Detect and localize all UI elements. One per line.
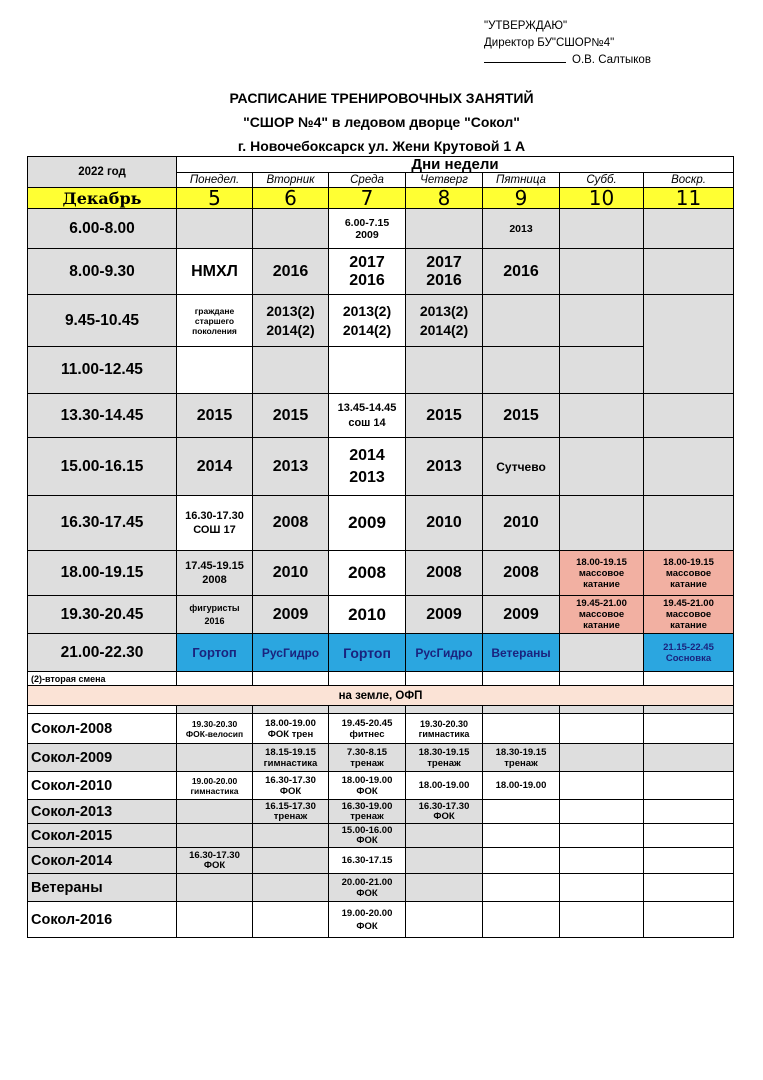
schedule-table [27, 156, 734, 938]
schedule-cell [560, 800, 644, 824]
schedule-cell: 2010 [253, 551, 329, 596]
schedule-cell [177, 706, 253, 714]
cell-line: тренаж [504, 757, 538, 769]
cell-line: 2014 [349, 446, 385, 464]
cell-line: катание [670, 578, 707, 590]
schedule-cell [560, 249, 644, 295]
cell-line: 13.45-14.45 [337, 401, 397, 414]
schedule-cell: 2008 [406, 551, 483, 596]
schedule-cell: 2015 [406, 394, 483, 438]
schedule-cell [644, 634, 734, 672]
cell-line: ФОК-велосип [185, 728, 244, 739]
schedule-cell: 2013 [483, 209, 560, 249]
schedule-cell: 2015 [177, 394, 253, 438]
cell-line: ФОК [356, 887, 378, 899]
schedule-cell [329, 438, 406, 496]
schedule-cell [483, 800, 560, 824]
day-name: Пятница [483, 173, 560, 188]
schedule-cell: 2008 [483, 551, 560, 596]
schedule-cell [560, 347, 644, 394]
schedule-cell [406, 874, 483, 902]
schedule-cell [406, 902, 483, 938]
cell-line: ФОК [433, 810, 455, 822]
schedule-cell: Сутчево [483, 438, 560, 496]
cell-line: ФОК [279, 785, 302, 797]
group-name: Сокол-2009 [28, 744, 177, 772]
cell-line: 2013(2) [342, 302, 392, 319]
title-line-2: "СШОР №4" в ледовом дворце "Сокол" [243, 114, 520, 130]
cell-line: гимнастика [190, 785, 239, 796]
cell-line: старшего [194, 315, 235, 326]
schedule-cell [253, 848, 329, 874]
cell-line: катание [583, 620, 620, 631]
schedule-cell: 18.00-19.00 [483, 772, 560, 800]
cell-line: 18.00-19.15 [576, 556, 627, 568]
time-slot: 21.00-22.30 [28, 634, 177, 672]
date-number: 7 [329, 188, 406, 209]
schedule-cell [644, 496, 734, 551]
time-slot: 9.45-10.45 [28, 295, 177, 347]
schedule-cell [253, 772, 329, 800]
group-name: Ветераны [28, 874, 177, 902]
schedule-cell [560, 295, 644, 347]
cell-line: гимнастика [418, 728, 470, 739]
schedule-cell [644, 874, 734, 902]
cell-line: 16.30-17.30 [189, 849, 240, 861]
cell-line: поколения [192, 325, 237, 336]
schedule-cell [560, 394, 644, 438]
title-line-1: РАСПИСАНИЕ ТРЕНИРОВОЧНЫХ ЗАНЯТИЙ [229, 90, 534, 106]
cell-line: гимнастика [263, 757, 318, 769]
schedule-cell [406, 824, 483, 848]
cell-line: ФОК [203, 859, 226, 871]
schedule-cell [644, 800, 734, 824]
schedule-cell [483, 824, 560, 848]
cell-line: 7.30-8.15 [346, 746, 388, 758]
schedule-cell [644, 551, 734, 596]
schedule-cell [560, 672, 644, 686]
schedule-cell [329, 394, 406, 438]
day-name: Четверг [406, 173, 483, 188]
cell-line: ФОК [356, 920, 378, 932]
schedule-cell [644, 672, 734, 686]
group-name: Сокол-2010 [28, 772, 177, 800]
schedule-cell [560, 824, 644, 848]
cell-line: 2016 [426, 271, 462, 289]
cell-line: 19.45-20.45 [341, 717, 393, 729]
cell-line: 21.15-22.45 [663, 641, 714, 653]
schedule-cell [406, 347, 483, 394]
cell-line: 2013 [349, 468, 385, 486]
schedule-cell [177, 295, 253, 347]
schedule-cell [483, 874, 560, 902]
cell-line: 19.00-20.00 [191, 775, 238, 786]
schedule-cell [177, 800, 253, 824]
schedule-cell: 2015 [483, 394, 560, 438]
schedule-cell [329, 874, 406, 902]
schedule-cell [644, 744, 734, 772]
schedule-cell [644, 772, 734, 800]
schedule-cell [253, 714, 329, 744]
cell-line: массовое [665, 609, 712, 620]
schedule-cell [560, 496, 644, 551]
cell-line: 18.15-19.15 [265, 746, 316, 758]
day-name: Воскр. [644, 173, 734, 188]
date-number: 10 [560, 188, 644, 209]
day-name: Субб. [560, 173, 644, 188]
date-number: 5 [177, 188, 253, 209]
cell-line: катание [670, 620, 707, 631]
cell-line: граждане [194, 305, 235, 316]
schedule-cell [406, 714, 483, 744]
cell-line: 2016 [349, 271, 385, 289]
schedule-cell: 18.00-19.00 [406, 772, 483, 800]
schedule-cell [253, 744, 329, 772]
cell-line: 18.00-19.00 [265, 717, 316, 729]
cell-line: 18.00-19.00 [341, 774, 393, 786]
schedule-cell [177, 551, 253, 596]
schedule-cell [483, 295, 560, 347]
schedule-cell [177, 209, 253, 249]
cell-line: 19.45-21.00 [663, 598, 714, 609]
schedule-cell [483, 902, 560, 938]
cell-line: 17.45-19.15 [185, 560, 244, 572]
schedule-cell [560, 772, 644, 800]
cell-line: катание [583, 578, 620, 590]
group-name: Сокол-2013 [28, 800, 177, 824]
schedule-cell [329, 824, 406, 848]
day-name: Вторник [253, 173, 329, 188]
cell-line: 16.30-19.00 [341, 800, 393, 812]
schedule-cell [560, 902, 644, 938]
schedule-cell [483, 672, 560, 686]
cell-line: Сосновка [665, 652, 712, 664]
schedule-cell [406, 800, 483, 824]
schedule-cell [406, 672, 483, 686]
schedule-cell: 2014 [177, 438, 253, 496]
cell-line: массовое [578, 609, 625, 620]
cell-line: 18.30-19.15 [418, 746, 470, 758]
schedule-cell [329, 706, 406, 714]
group-name: Сокол-2015 [28, 824, 177, 848]
date-number: 6 [253, 188, 329, 209]
schedule-cell [560, 874, 644, 902]
group-name: Сокол-2016 [28, 902, 177, 938]
cell-line: 16.15-17.30 [265, 800, 316, 812]
schedule-cell [329, 249, 406, 295]
schedule-cell [177, 824, 253, 848]
schedule-cell [644, 438, 734, 496]
schedule-cell [177, 672, 253, 686]
cell-line: тренаж [273, 810, 308, 822]
schedule-cell [560, 209, 644, 249]
schedule-cell [177, 902, 253, 938]
approval-title: "УТВЕРЖДАЮ" [484, 20, 568, 32]
time-slot: 18.00-19.15 [28, 551, 177, 596]
time-slot: 15.00-16.15 [28, 438, 177, 496]
schedule-cell: 2009 [406, 596, 483, 634]
date-number: 9 [483, 188, 560, 209]
schedule-cell [483, 714, 560, 744]
schedule-cell [329, 714, 406, 744]
schedule-cell: 2010 [483, 496, 560, 551]
cell-line: 19.30-20.30 [191, 718, 238, 729]
week-days-title: Дни недели [177, 157, 734, 173]
cell-line: тренаж [350, 810, 384, 822]
cell-line: 15.00-16.00 [341, 824, 393, 836]
group-name: Сокол-2008 [28, 714, 177, 744]
schedule-cell: 2010 [406, 496, 483, 551]
approval-position: Директор БУ"СШОР№4" [484, 37, 615, 49]
cell-line: 19.00-20.00 [341, 907, 393, 919]
schedule-cell [560, 714, 644, 744]
month-label: Декабрь [28, 188, 177, 209]
schedule-cell: НМХЛ [177, 249, 253, 295]
year-header: 2022 год [28, 157, 177, 188]
schedule-cell [177, 874, 253, 902]
schedule-cell [406, 249, 483, 295]
schedule-cell [406, 848, 483, 874]
schedule-cell [177, 714, 253, 744]
schedule-cell [177, 347, 253, 394]
cell-line: ФОК [356, 785, 378, 797]
time-slot: 6.00-8.00 [28, 209, 177, 249]
schedule-cell [644, 394, 734, 438]
schedule-cell [253, 209, 329, 249]
cell-line: ФОК трен [267, 728, 314, 740]
ground-section-title: на земле, ОФП [28, 686, 734, 706]
schedule-cell [253, 902, 329, 938]
schedule-cell [483, 347, 560, 394]
schedule-cell: РусГидро [253, 634, 329, 672]
approval-block [484, 18, 651, 69]
cell-line: 2014(2) [342, 321, 392, 338]
schedule-cell [560, 744, 644, 772]
cell-line: 2013(2) [419, 302, 469, 319]
cell-line: фигуристы [189, 602, 240, 613]
schedule-cell: 2009 [253, 596, 329, 634]
schedule-cell [644, 714, 734, 744]
schedule-cell: 2016 [253, 249, 329, 295]
schedule-cell [644, 706, 734, 714]
date-number: 8 [406, 188, 483, 209]
cell-line: 16.30-17.30 [185, 510, 244, 522]
cell-line: 2016 [204, 615, 225, 626]
cell-line: тренаж [350, 757, 384, 769]
schedule-cell [329, 902, 406, 938]
schedule-cell [253, 295, 329, 347]
schedule-cell: 16.30-17.15 [329, 848, 406, 874]
time-slot: 11.00-12.45 [28, 347, 177, 394]
schedule-cell [483, 706, 560, 714]
schedule-cell [560, 634, 644, 672]
schedule-cell [253, 824, 329, 848]
schedule-cell: Гортоп [329, 634, 406, 672]
schedule-cell [560, 706, 644, 714]
cell-line: 19.30-20.30 [419, 718, 469, 729]
cell-line: 20.00-21.00 [341, 876, 393, 888]
schedule-cell [329, 744, 406, 772]
schedule-cell [560, 848, 644, 874]
cell-line: тренаж [427, 757, 461, 769]
schedule-cell [406, 209, 483, 249]
schedule-cell [644, 249, 734, 295]
schedule-cell [560, 596, 644, 634]
schedule-cell [483, 848, 560, 874]
schedule-cell [177, 496, 253, 551]
schedule-cell: 2008 [253, 496, 329, 551]
approval-signature [484, 52, 651, 69]
schedule-cell: Гортоп [177, 634, 253, 672]
time-slot: 13.30-14.45 [28, 394, 177, 438]
cell-line: 2014(2) [419, 321, 469, 338]
cell-line: 16.30-17.30 [418, 800, 470, 812]
cell-line: 18.30-19.15 [495, 746, 547, 758]
schedule-cell [406, 744, 483, 772]
schedule-cell [644, 824, 734, 848]
cell-line: массовое [578, 567, 625, 579]
day-name: Среда [329, 173, 406, 188]
schedule-cell: 2016 [483, 249, 560, 295]
schedule-cell [329, 800, 406, 824]
schedule-cell [177, 744, 253, 772]
schedule-cell: 2013 [406, 438, 483, 496]
time-slot: 19.30-20.45 [28, 596, 177, 634]
schedule-cell [28, 706, 177, 714]
schedule-cell [406, 295, 483, 347]
date-number: 11 [644, 188, 734, 209]
schedule-cell: 2008 [329, 551, 406, 596]
group-name: Сокол-2014 [28, 848, 177, 874]
schedule-cell [560, 551, 644, 596]
cell-line: 2017 [349, 253, 385, 271]
cell-line: 6.00-7.15 [344, 216, 390, 229]
schedule-cell: 2010 [329, 596, 406, 634]
cell-line: 2009 [355, 228, 379, 241]
schedule-cell [329, 295, 406, 347]
schedule-cell [644, 902, 734, 938]
cell-line: 19.45-21.00 [576, 598, 627, 609]
schedule-cell [329, 347, 406, 394]
schedule-cell [253, 874, 329, 902]
schedule-cell [177, 772, 253, 800]
schedule-cell [329, 772, 406, 800]
cell-line: ФОК [356, 834, 378, 846]
signature-line [484, 52, 566, 63]
schedule-cell [253, 672, 329, 686]
time-slot: 16.30-17.45 [28, 496, 177, 551]
cell-line: массовое [665, 567, 712, 579]
schedule-cell [483, 744, 560, 772]
schedule-cell [644, 596, 734, 634]
schedule-cell: 2015 [253, 394, 329, 438]
cell-line: 2014(2) [266, 321, 315, 338]
schedule-cell [644, 295, 734, 394]
schedule-cell: Ветераны [483, 634, 560, 672]
schedule-cell: 2013 [253, 438, 329, 496]
schedule-cell: 2009 [483, 596, 560, 634]
shift-note: (2)-вторая смена [28, 672, 177, 686]
schedule-cell: 2009 [329, 496, 406, 551]
cell-line: 2008 [202, 574, 227, 586]
schedule-cell [406, 706, 483, 714]
schedule-cell [177, 848, 253, 874]
schedule-cell [644, 209, 734, 249]
cell-line: 2013(2) [266, 302, 315, 319]
schedule-cell [560, 438, 644, 496]
approval-name: О.В. Салтыков [572, 54, 651, 66]
cell-line: СОШ 17 [193, 524, 236, 536]
schedule-cell [253, 347, 329, 394]
cell-line: фитнес [349, 728, 385, 740]
schedule-cell [253, 800, 329, 824]
cell-line: 2017 [426, 253, 462, 271]
cell-line: 18.00-19.15 [663, 556, 714, 568]
schedule-cell: РусГидро [406, 634, 483, 672]
cell-line: 16.30-17.30 [265, 774, 316, 786]
title-line-3: г. Новочебоксарск ул. Жени Крутовой 1 А [237, 138, 526, 154]
schedule-cell [644, 848, 734, 874]
cell-line: сош 14 [348, 416, 386, 429]
schedule-cell [329, 672, 406, 686]
day-name: Понедел. [177, 173, 253, 188]
schedule-cell [177, 596, 253, 634]
time-slot: 8.00-9.30 [28, 249, 177, 295]
schedule-cell [329, 209, 406, 249]
schedule-cell [253, 706, 329, 714]
